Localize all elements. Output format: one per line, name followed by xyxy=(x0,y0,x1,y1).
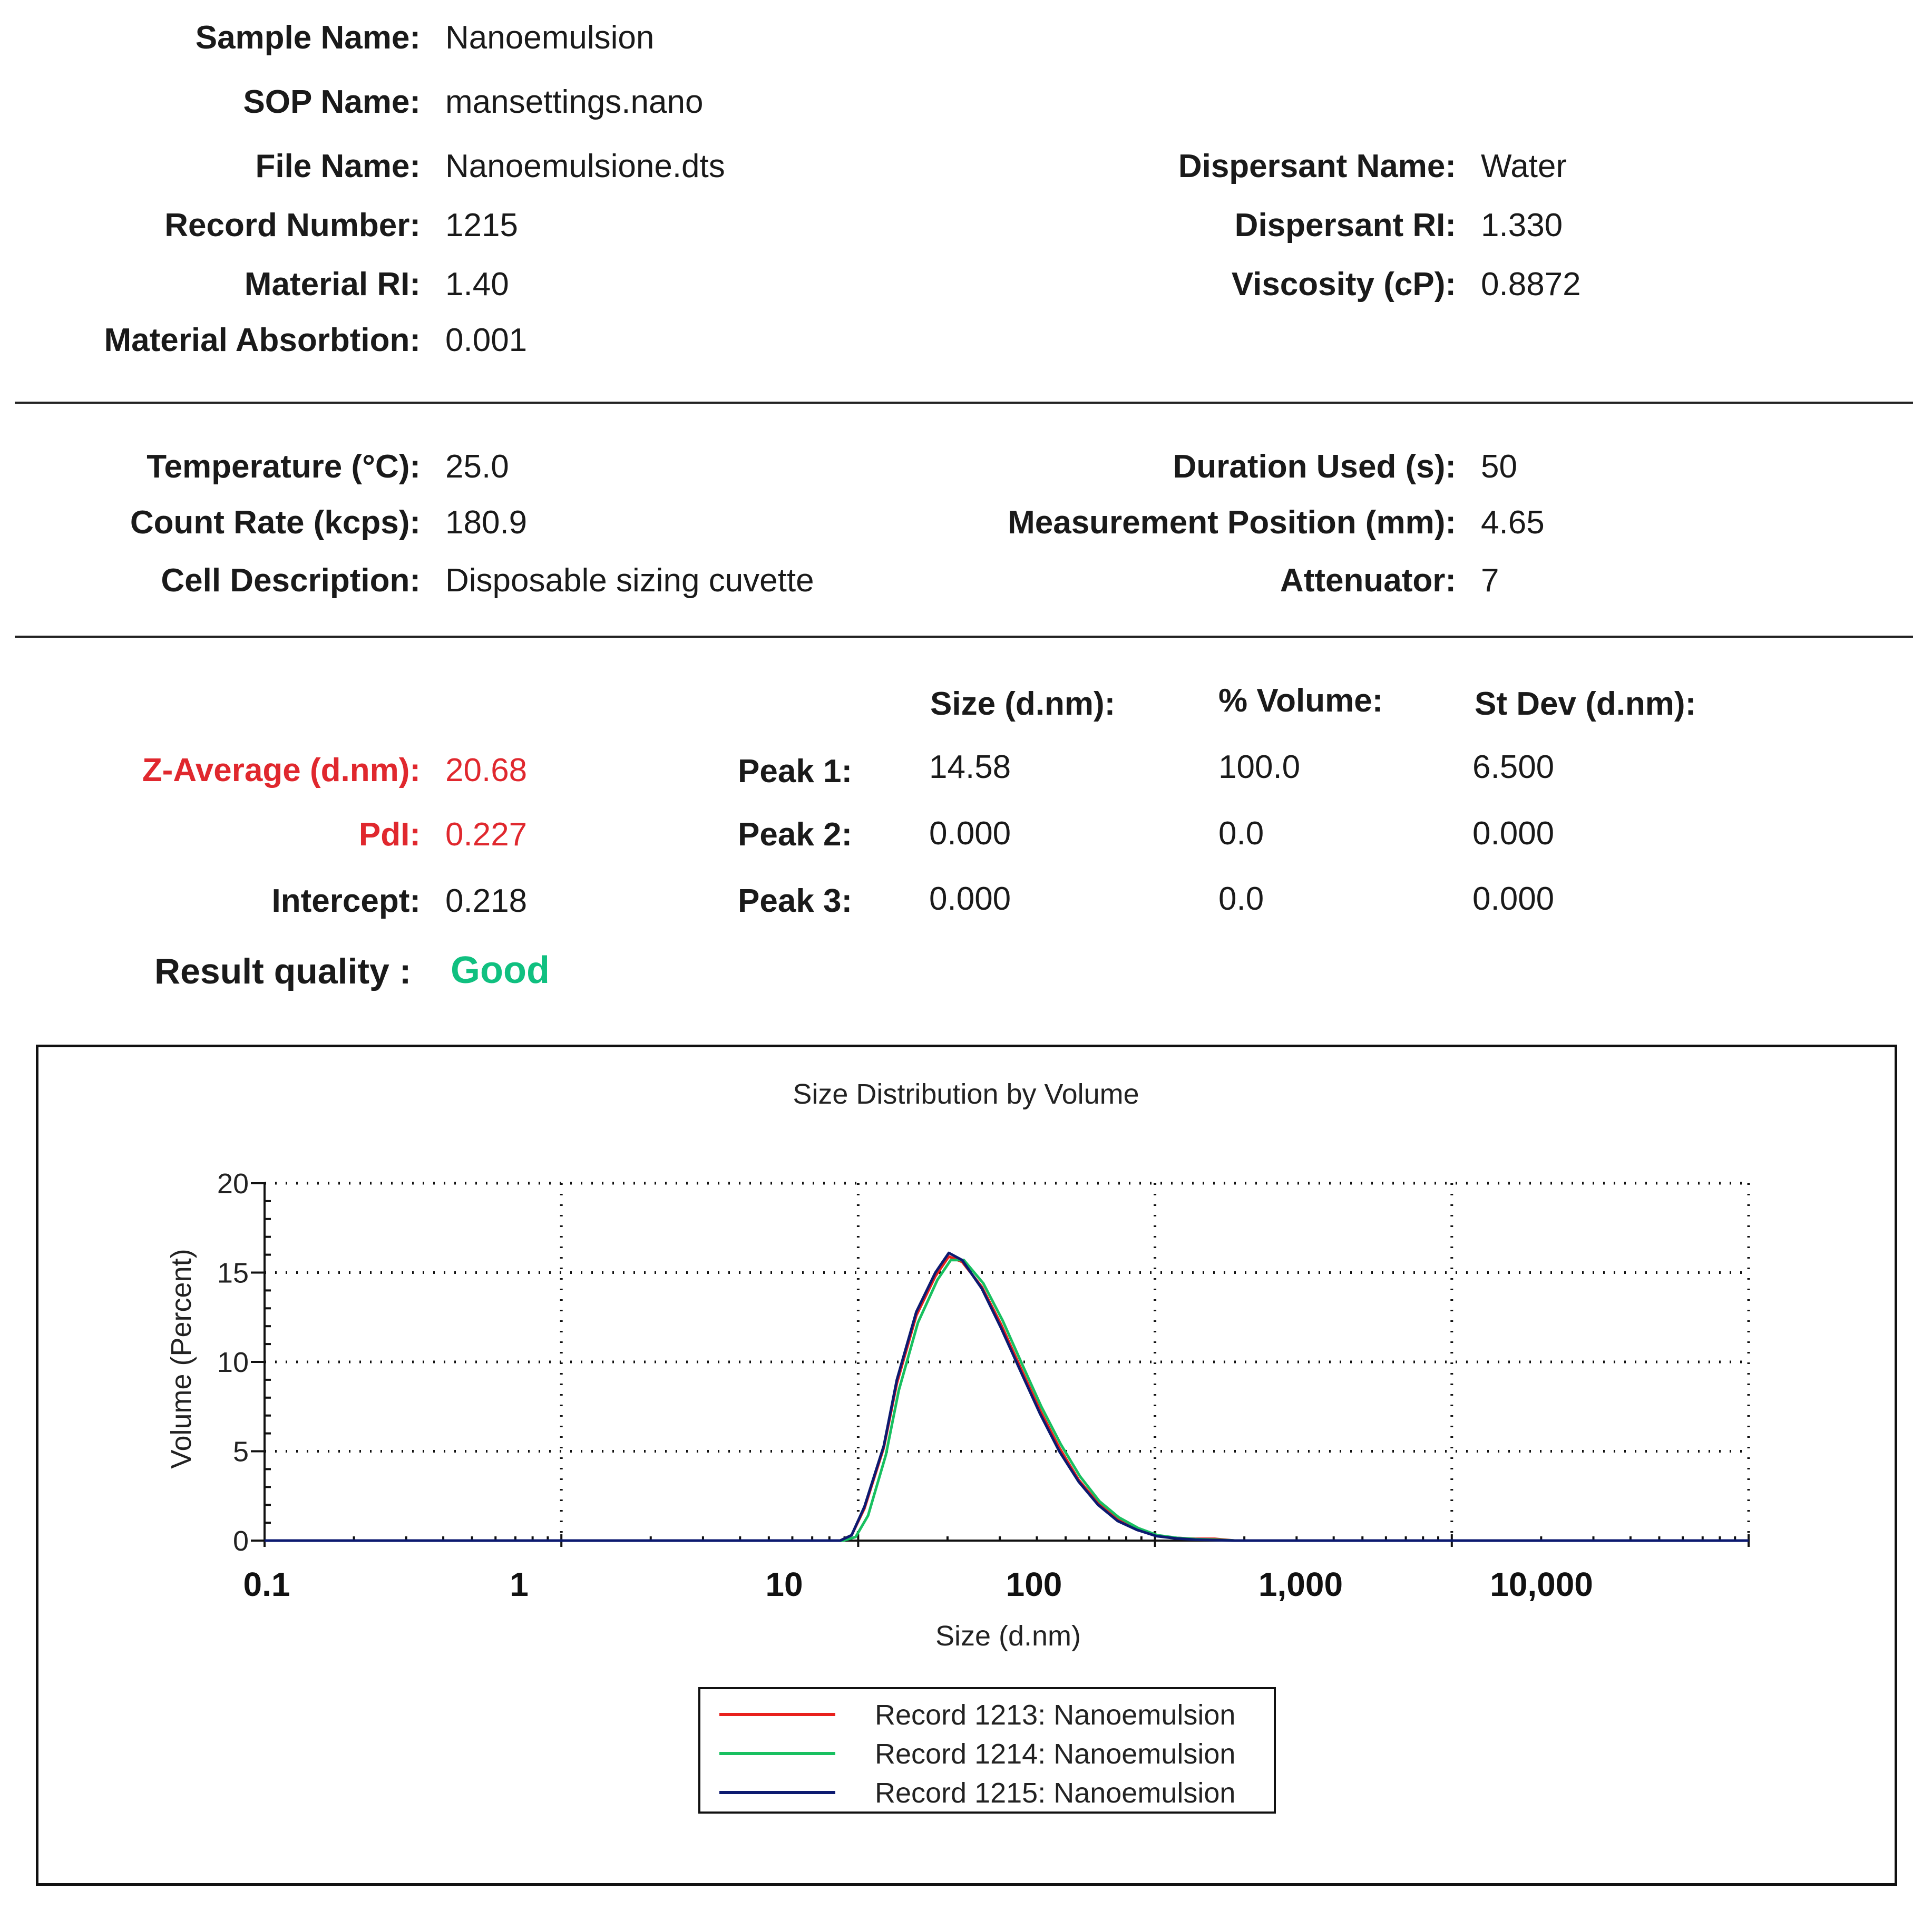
result-quality-label: Result quality : xyxy=(154,951,412,991)
axes xyxy=(217,1168,1749,1603)
col-size-header: Size (d.nm): xyxy=(930,686,1116,722)
series-line-2 xyxy=(265,1260,1749,1541)
intercept-label: Intercept: xyxy=(271,883,421,919)
cell-description-value: Disposable sizing cuvette xyxy=(445,562,814,599)
file-name-value: Nanoemulsione.dts xyxy=(445,148,725,184)
duration-label: Duration Used (s): xyxy=(1173,449,1456,485)
x-tick-label: 10 xyxy=(765,1565,803,1603)
temperature-label: Temperature (°C): xyxy=(147,449,421,485)
intercept-value: 0.218 xyxy=(445,883,528,919)
count-rate-label: Count Rate (kcps): xyxy=(130,504,421,541)
x-tick-label: 1,000 xyxy=(1258,1565,1343,1603)
col-stdev-header: St Dev (d.nm): xyxy=(1475,686,1696,722)
x-tick-label: 0.1 xyxy=(243,1565,290,1603)
peak-1-volume: 100.0 xyxy=(1218,749,1301,785)
y-tick-label: 0 xyxy=(232,1525,249,1557)
count-rate-value: 180.9 xyxy=(445,504,528,541)
peak-3-label: Peak 3: xyxy=(738,883,853,919)
peak-2-stdev: 0.000 xyxy=(1472,815,1555,852)
file-name-label: File Name: xyxy=(255,148,421,184)
z-average-label: Z-Average (d.nm): xyxy=(142,752,421,788)
x-tick-label: 1 xyxy=(510,1565,529,1603)
position-value: 4.65 xyxy=(1481,504,1545,541)
y-axis-label: Volume (Percent) xyxy=(165,1249,197,1469)
material-absorption-value: 0.001 xyxy=(445,322,528,358)
peak-1-size: 14.58 xyxy=(929,749,1011,785)
x-axis-label: Size (d.nm) xyxy=(935,1620,1081,1652)
cell-description-label: Cell Description: xyxy=(161,562,421,599)
record-number-label: Record Number: xyxy=(164,207,421,244)
grid xyxy=(265,1183,1749,1541)
peak-3-volume: 0.0 xyxy=(1218,881,1264,917)
dispersant-name-value: Water xyxy=(1481,148,1567,184)
viscosity-value: 0.8872 xyxy=(1481,266,1581,303)
peak-2-size: 0.000 xyxy=(929,815,1011,852)
peak-1-stdev: 6.500 xyxy=(1472,749,1555,785)
z-average-value: 20.68 xyxy=(445,752,528,788)
viscosity-label: Viscosity (cP): xyxy=(1231,266,1456,303)
legend xyxy=(699,1688,1275,1813)
pdi-label: PdI: xyxy=(358,816,421,853)
col-volume-header: % Volume: xyxy=(1218,683,1383,719)
position-label: Measurement Position (mm): xyxy=(1008,504,1456,541)
sample-name-value: Nanoemulsion xyxy=(445,20,655,56)
peak-3-size: 0.000 xyxy=(929,881,1011,917)
sample-name-label: Sample Name: xyxy=(195,20,421,56)
dispersant-ri-label: Dispersant RI: xyxy=(1234,207,1456,244)
peak-1-label: Peak 1: xyxy=(738,753,853,790)
material-absorption-label: Material Absorbtion: xyxy=(104,322,421,358)
material-ri-label: Material RI: xyxy=(244,266,421,303)
y-tick-label: 5 xyxy=(232,1436,249,1468)
series-line-1 xyxy=(265,1257,1749,1541)
x-tick-label: 10,000 xyxy=(1490,1565,1593,1603)
attenuator-label: Attenuator: xyxy=(1280,562,1456,599)
y-tick-label: 10 xyxy=(217,1347,249,1378)
chart-title: Size Distribution by Volume xyxy=(793,1078,1139,1110)
dispersant-name-label: Dispersant Name: xyxy=(1178,148,1456,184)
record-number-value: 1215 xyxy=(445,207,518,244)
result-quality-value: Good xyxy=(451,949,550,991)
duration-value: 50 xyxy=(1481,449,1517,485)
dispersant-ri-value: 1.330 xyxy=(1481,207,1563,244)
legend-label-3: Record 1215: Nanoemulsion xyxy=(875,1777,1236,1809)
y-tick-label: 15 xyxy=(217,1257,249,1289)
y-tick-label: 20 xyxy=(217,1168,249,1200)
legend-label-2: Record 1214: Nanoemulsion xyxy=(875,1738,1236,1770)
temperature-value: 25.0 xyxy=(445,449,509,485)
series xyxy=(265,1253,1749,1541)
series-line-3 xyxy=(265,1253,1749,1541)
peak-2-label: Peak 2: xyxy=(738,816,853,853)
pdi-value: 0.227 xyxy=(445,816,528,853)
peak-3-stdev: 0.000 xyxy=(1472,881,1555,917)
attenuator-value: 7 xyxy=(1481,562,1499,599)
sop-name-value: mansettings.nano xyxy=(445,84,704,120)
peak-2-volume: 0.0 xyxy=(1218,815,1264,852)
sop-name-label: SOP Name: xyxy=(243,84,421,120)
material-ri-value: 1.40 xyxy=(445,266,509,303)
x-tick-label: 100 xyxy=(1006,1565,1062,1603)
legend-label-1: Record 1213: Nanoemulsion xyxy=(875,1699,1236,1731)
